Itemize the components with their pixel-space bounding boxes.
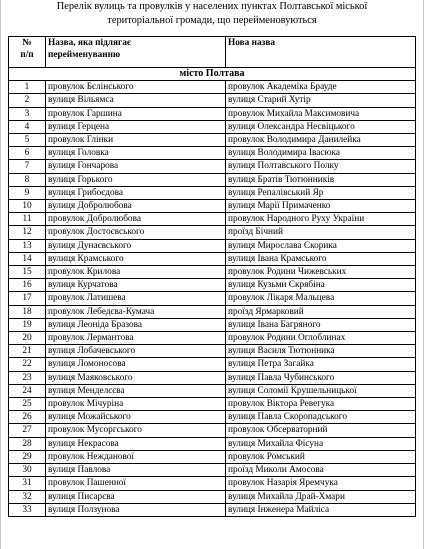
table-row	[9, 186, 416, 199]
row-old-name: провулок Лебедєва-Кумача	[46, 305, 226, 318]
row-old-name: провулок Мусоргського	[46, 424, 226, 437]
row-old-name: провулок Мічуріна	[46, 398, 226, 411]
row-number: 21	[9, 345, 46, 358]
document-title	[7, 0, 417, 28]
row-new-name: вулиця Павла Чубинського	[226, 371, 416, 384]
row-new-name: вулиця Кузьми Скрябіна	[226, 279, 416, 292]
row-new-name: вулиця Братів Тютюнників	[226, 173, 416, 186]
row-number: 16	[9, 279, 46, 292]
table-row	[9, 450, 416, 463]
table-row	[9, 252, 416, 265]
table-row	[9, 134, 416, 147]
row-new-name: провулок Народного Руху України	[226, 213, 416, 226]
section-label: місто Полтава	[9, 68, 416, 81]
row-number: 12	[9, 226, 46, 239]
table-row	[9, 94, 416, 107]
row-number: 7	[9, 160, 46, 173]
title-line-1: Перелік вулиць та провулків у населених пунктах Полтавської міської	[56, 1, 368, 12]
row-number: 9	[9, 186, 46, 199]
table-row	[9, 160, 416, 173]
row-number: 3	[9, 107, 46, 120]
row-new-name: вулиця Мирослава Скорика	[226, 239, 416, 252]
row-old-name: вулиця Грибоєдова	[46, 186, 226, 199]
row-new-name: вулиця Олександра Несвіцького	[226, 120, 416, 133]
row-old-name: вулиця Горького	[46, 173, 226, 186]
row-new-name: вулиця Соломії Крушельницької	[226, 384, 416, 397]
row-new-name: провулок Академіка Брауде	[226, 81, 416, 94]
table-row	[9, 332, 416, 345]
table-row	[9, 120, 416, 133]
table-row	[9, 464, 416, 477]
row-number: 31	[9, 477, 46, 490]
row-new-name: вулиця Старий Хутір	[226, 94, 416, 107]
row-new-name: вулиця Василя Тютюнника	[226, 345, 416, 358]
row-new-name: вулиця Петра Загайка	[226, 358, 416, 371]
row-old-name: вулиця Ползунова	[46, 503, 226, 516]
row-new-name: вулиця Володимира Івасюка	[226, 147, 416, 160]
row-new-name: провулок Назарія Яремчука	[226, 477, 416, 490]
row-new-name: вулиця Павла Скоропадського	[226, 411, 416, 424]
row-number: 30	[9, 464, 46, 477]
row-old-name: вулиця Менделєєва	[46, 384, 226, 397]
row-old-name: вулиця Головка	[46, 147, 226, 160]
table-row	[9, 107, 416, 120]
table-row	[9, 503, 416, 516]
table-row	[9, 200, 416, 213]
row-old-name: провулок Добролюбова	[46, 213, 226, 226]
row-new-name: провулок Ромський	[226, 450, 416, 463]
row-old-name: вулиця Можайського	[46, 411, 226, 424]
row-number: 19	[9, 318, 46, 331]
row-number: 28	[9, 437, 46, 450]
row-old-name: вулиця Вільямса	[46, 94, 226, 107]
row-number: 25	[9, 398, 46, 411]
row-number: 29	[9, 450, 46, 463]
header-old-name: Назва, яка підлягає перейменуванню	[46, 37, 226, 68]
table-row	[9, 226, 416, 239]
row-number: 5	[9, 134, 46, 147]
table-row	[9, 147, 416, 160]
row-number: 14	[9, 252, 46, 265]
table-row	[9, 371, 416, 384]
header-number: № п/п	[9, 37, 46, 68]
table-row	[9, 411, 416, 424]
table-row	[9, 173, 416, 186]
row-number: 13	[9, 239, 46, 252]
row-new-name: провулок Михайла Максимовича	[226, 107, 416, 120]
table-row	[9, 477, 416, 490]
row-old-name: провулок Лермантова	[46, 332, 226, 345]
row-new-name: вулиця Михайла Драй-Хмари	[226, 490, 416, 503]
table-row	[9, 384, 416, 397]
row-old-name: провулок Нежданової	[46, 450, 226, 463]
row-number: 27	[9, 424, 46, 437]
table-row	[9, 213, 416, 226]
row-number: 6	[9, 147, 46, 160]
row-new-name: проїзд Миколи Амосова	[226, 464, 416, 477]
row-old-name: вулиця Крамського	[46, 252, 226, 265]
row-old-name: провулок Достоєвського	[46, 226, 226, 239]
table-row	[9, 490, 416, 503]
row-old-name: вулиця Лобачевського	[46, 345, 226, 358]
row-old-name: вулиця Курчатова	[46, 279, 226, 292]
row-new-name: проїзд Ярмарковий	[226, 305, 416, 318]
row-old-name: вулиця Герцена	[46, 120, 226, 133]
table-row	[9, 81, 416, 94]
row-old-name: вулиця Гончарова	[46, 160, 226, 173]
row-number: 11	[9, 213, 46, 226]
row-number: 20	[9, 332, 46, 345]
row-old-name: вулиця Дунаєвського	[46, 239, 226, 252]
row-number: 10	[9, 200, 46, 213]
row-new-name: провулок Обсерваторний	[226, 424, 416, 437]
table-row	[9, 266, 416, 279]
header-new-name: Нова назва	[226, 37, 416, 68]
row-old-name: провулок Латишева	[46, 292, 226, 305]
table-row	[9, 345, 416, 358]
row-number: 15	[9, 266, 46, 279]
row-number: 8	[9, 173, 46, 186]
row-number: 4	[9, 120, 46, 133]
table-row	[9, 358, 416, 371]
table-row	[9, 318, 416, 331]
row-new-name: провулок Володимира Данилейка	[226, 134, 416, 147]
table-row	[9, 279, 416, 292]
table-header-row	[9, 37, 416, 68]
streets-table	[8, 36, 416, 517]
row-new-name: вулиця Марії Примаченко	[226, 200, 416, 213]
row-old-name: провулок Пашенної	[46, 477, 226, 490]
row-number: 2	[9, 94, 46, 107]
row-old-name: вулиця Добролюбова	[46, 200, 226, 213]
row-number: 26	[9, 411, 46, 424]
row-new-name: вулиця Івана Крамського	[226, 252, 416, 265]
row-new-name: вулиця Михайла Фісуна	[226, 437, 416, 450]
row-old-name: вулиця Писарєва	[46, 490, 226, 503]
row-new-name: вулиця Репалівський Яр	[226, 186, 416, 199]
row-old-name: провулок Крилова	[46, 266, 226, 279]
row-new-name: провулок Родини Оглоблинах	[226, 332, 416, 345]
row-new-name: проїзд Бічний	[226, 226, 416, 239]
title-line-2: територіальної громади, що перейменовуються	[107, 15, 317, 26]
table-row	[9, 239, 416, 252]
row-old-name: вулиця Павлова	[46, 464, 226, 477]
row-new-name: вулиця Івана Багряного	[226, 318, 416, 331]
row-old-name: провулок Глінки	[46, 134, 226, 147]
row-number: 22	[9, 358, 46, 371]
row-number: 24	[9, 384, 46, 397]
table-row	[9, 424, 416, 437]
row-new-name: провулок Віктора Ревегука	[226, 398, 416, 411]
row-new-name: вулиця Інженера Майліса	[226, 503, 416, 516]
row-new-name: провулок Родини Чижевських	[226, 266, 416, 279]
row-number: 23	[9, 371, 46, 384]
row-old-name: вулиця Леоніда Бразова	[46, 318, 226, 331]
table-row	[9, 437, 416, 450]
table-row	[9, 292, 416, 305]
table-row	[9, 398, 416, 411]
row-old-name: вулиця Некрасова	[46, 437, 226, 450]
row-old-name: провулок Бєлінського	[46, 81, 226, 94]
row-number: 18	[9, 305, 46, 318]
row-new-name: вулиця Полтавського Полку	[226, 160, 416, 173]
row-old-name: вулиця Ломоносова	[46, 358, 226, 371]
row-number: 17	[9, 292, 46, 305]
row-old-name: провулок Гаршина	[46, 107, 226, 120]
table-row	[9, 305, 416, 318]
row-number: 33	[9, 503, 46, 516]
row-number: 32	[9, 490, 46, 503]
section-row	[9, 68, 416, 81]
row-old-name: вулиця Маяковського	[46, 371, 226, 384]
row-new-name: провулок Лікаря Мальцева	[226, 292, 416, 305]
row-number: 1	[9, 81, 46, 94]
